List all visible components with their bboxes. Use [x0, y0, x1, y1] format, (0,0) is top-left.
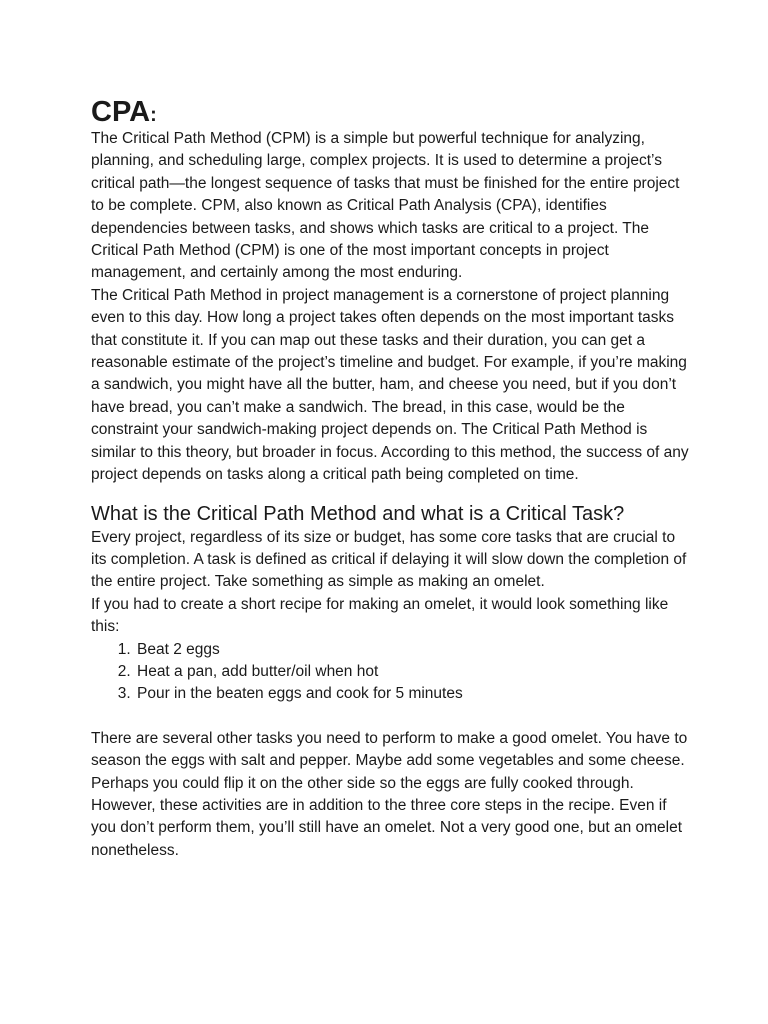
document-title	[91, 92, 691, 128]
section-paragraph-2: If you had to create a short recipe for making an omelet, it would look something like this:	[91, 595, 669, 636]
spacer	[91, 706, 691, 728]
list-item: 3. Pour in the beaten eggs and cook for 5 minutes	[135, 683, 691, 705]
closing-paragraph: There are several other tasks you need to perform to make a good omelet. You have to season the eggs with salt and pepper. Maybe add some vegetables and some cheese. Perhaps you could flip it on the other side so the eggs are fully cooked through. However, these activities are in addition to the three core steps in the recipe. Even if you don’t perform them, you’ll still have an omelet. Not a very good one, but an omelet nonetheless.	[91, 729, 688, 859]
recipe-steps-list	[91, 639, 691, 706]
title-colon: :	[150, 104, 157, 126]
document-page	[91, 92, 691, 862]
intro-paragraph-2: The Critical Path Method in project management is a cornerstone of project planning even to this day. How long a project takes often depends on the most important tasks that constitute it. If you can map out these tasks and their duration, you can get a reasonable estimate of the project’s timeline and budget. For example, if you’re making a sandwich, you might have all the butter, ham, and cheese you need, but if you don’t have bread, you can’t make a sandwich. The bread, in this case, would be the constraint your sandwich-making project depends on. The Critical Path Method is similar to this theory, but broader in focus. According to this method, the success of any project depends on tasks along a critical path being completed on time.	[91, 286, 689, 484]
section-heading: What is the Critical Path Method and what is a Critical Task?	[91, 502, 625, 525]
intro-paragraph-1: The Critical Path Method (CPM) is a simple but powerful technique for analyzing, planning, and scheduling large, complex projects. It is used to determine a project’s critical path—the longest sequence of tasks that must be finished for the entire project to be complete. CPM, also known as Critical Path Analysis (CPA), identifies dependencies between tasks, and shows which tasks are critical to a project. The Critical Path Method (CPM) is one of the most important concepts in project management, and certainly among the most enduring.	[91, 130, 680, 282]
section-paragraph-1: Every project, regardless of its size or budget, has some core tasks that are crucial to its completion. A task is defined as critical if delaying it will slow down the completion of the entire project. Take something as simple as making an omelet.	[91, 528, 687, 591]
list-item: 1. Beat 2 eggs	[135, 639, 691, 661]
title-text: CPA	[91, 96, 151, 128]
list-item: 2. Heat a pan, add butter/oil when hot	[135, 661, 691, 683]
